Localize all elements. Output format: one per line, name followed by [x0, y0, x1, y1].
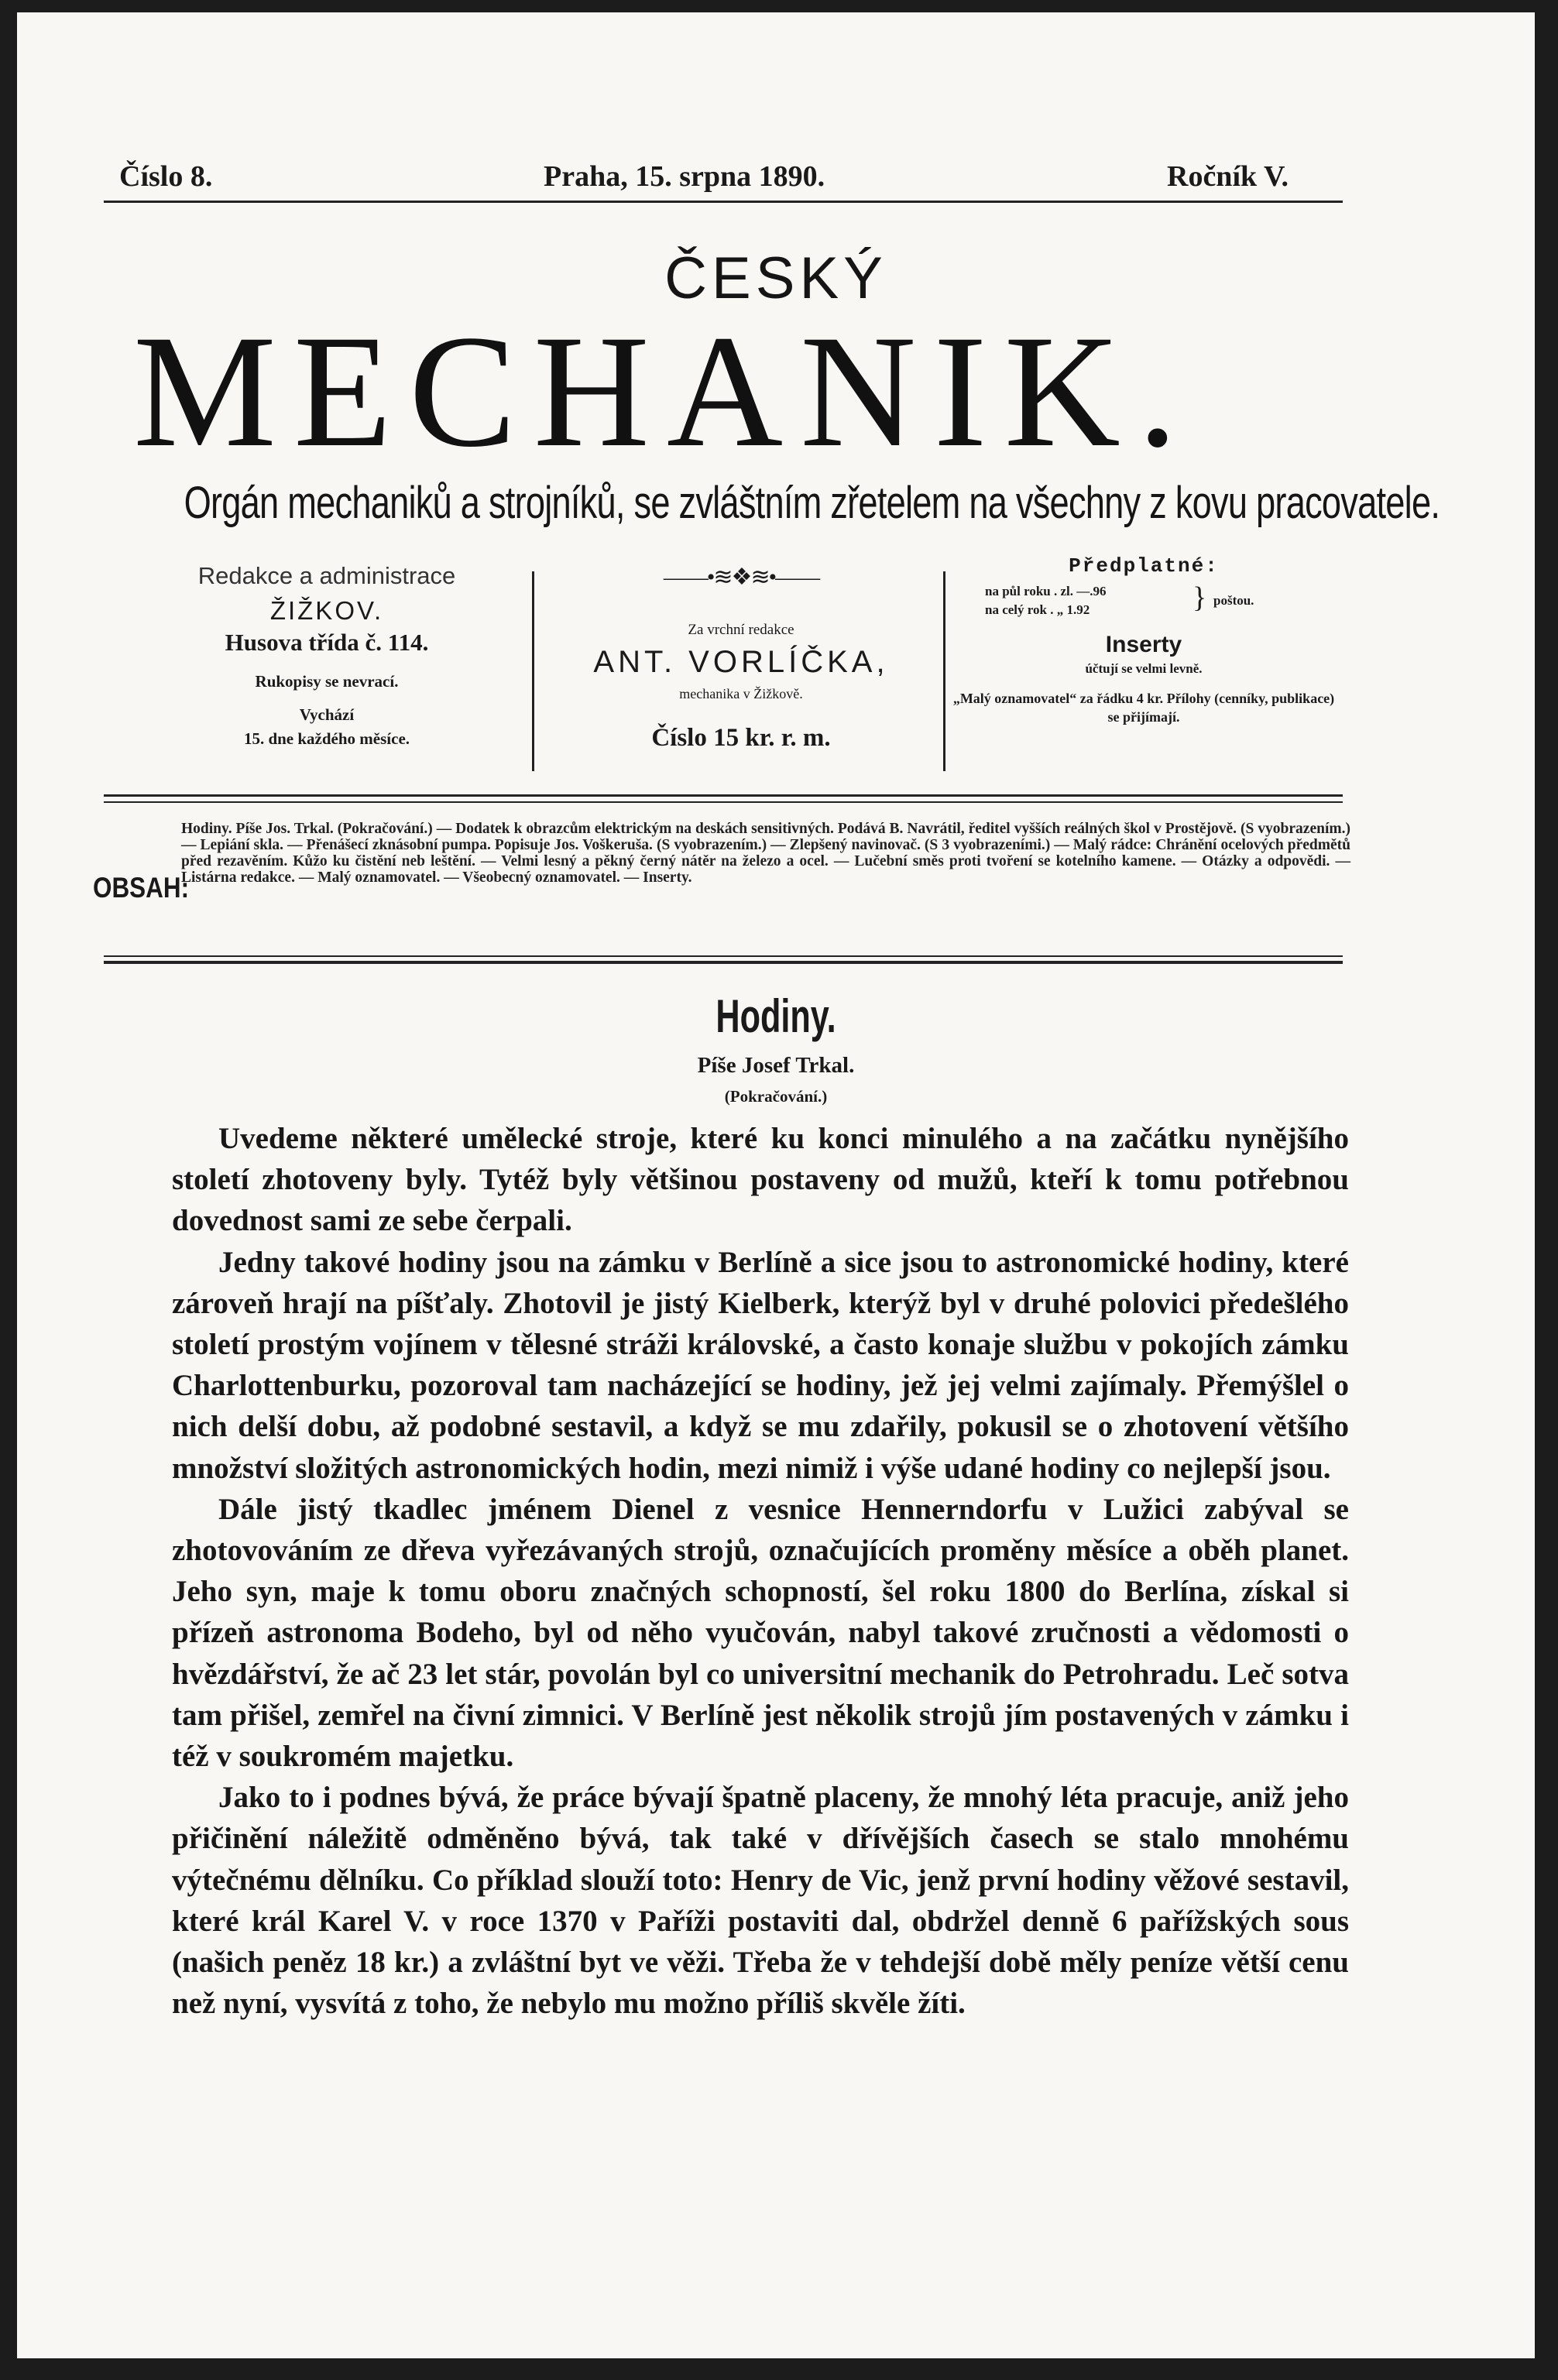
title-big: MECHANIK. [133, 302, 1195, 480]
manuscripts-note: Rukopisy se nevrací. [255, 672, 399, 691]
office-heading: Redakce a administrace [197, 562, 456, 589]
article-title: Hodiny. [716, 990, 836, 1042]
contents-rule-thick [104, 961, 1343, 964]
issue-price: Číslo 15 kr. r. m. [651, 724, 831, 752]
contents-rule [104, 955, 1343, 957]
published-schedule: 15. dne každého měsíce. [243, 729, 410, 748]
volume-number: Ročník V. [1167, 160, 1289, 193]
section-rule [104, 794, 1343, 797]
rate-full-year: na celý rok . „ 1.92 [985, 602, 1090, 617]
subscription-rates [946, 581, 1341, 626]
published-label: Vychází [299, 705, 355, 724]
article-paragraph: Jako to i podnes bývá, že práce bývají špatně placeny, že mnohý léta pracuje, aniž jeho přičinění náležitě odměněno bývá, tak také v dřívějších časech se stalo mnohému výtečnému dělníku. Co příklad slouží toto: Henry de Vic, jenž první hodiny věžové sestavil, které král Karel V. v roce 1370 v Paříži postaviti dal, obdržel denně 6 pařížských sous (našich peněz 18 kr.) a zvláštní byt ve věži. Třeba že v tehdejší době měly peníze větší cenu než nyní, vysvítá z toho, že nebylo mu možno příliš skvěle žíti. [172, 1781, 1349, 2021]
advertiser-note: „Malý oznamovatel“ za řádku 4 kr. Přílohy (cenníky, publikace) se přijímají. [952, 691, 1335, 725]
rate-half-year: na půl roku . zl. —.96 [985, 584, 1107, 598]
article-author: Píše Josef Trkal. [697, 1053, 855, 1078]
subscription-column [946, 554, 1341, 726]
contents-text: Hodiny. Píše Jos. Trkal. (Pokračování.) — Dodatek k obrazcům elektrickým na deskách sensitivných. Podává B. Navrátil, ředitel vyšších reálných škol v Prostějově. (S vyobrazením.) — Lepiání skla. — Přenášecí zknásobní pumpa. Popisuje Jos. Voškeruša. (S vyobrazením.) — Zlepšený navinovač. (S 3 vyobrazeními.) — Malý rádce: Chránění ocelových předmětů před rezavěním. Kůžo ku čistění neb leštění. — Velmi lesný a pěkný černý nátěr na železo a ocel. — Lučební směs proti tvoření se kotelního kamene. — Otázky a odpovědi. — Listárna redakce. — Malý oznamovatel. — Všeobecný oznamovatel. — Inserty. [181, 821, 1350, 886]
editor-column [528, 562, 954, 753]
newspaper-page [17, 12, 1535, 2358]
article-continued: (Pokračování.) [724, 1087, 828, 1106]
article-body [172, 1118, 1349, 2024]
contents-label: OBSAH: [93, 872, 190, 904]
subscription-heading: Předplatné: [1069, 554, 1219, 578]
masthead-rule [104, 201, 1343, 203]
inserts-text: účtují se velmi levně. [1085, 661, 1203, 676]
article-paragraph: Jedny takové hodiny jsou na zámku v Berlíně a sice jsou to astronomické hodiny, které zároveň hrají na píšťaly. Zhotovil je jistý Kielberk, kterýž byl v druhé polovici předešlého století prostým vojínem v tělesné stráži královské, a často konaje službu v pokojích zámku Charlottenburku, pozoroval tam nacházející se hodiny, jež jej velmi zajímaly. Přemýšlel o nich delší dobu, až podobné sestavil, a když se mu zdařily, pokusil se o zhotovení většího množství složitých astronomických hodin, mezi nimiž i výše udané hodiny co nejlepší jsou. [172, 1245, 1349, 1485]
article-paragraph: Uvedeme některé umělecké stroje, které ku konci minulého a na začátku nynějšího století zhotoveny byly. Tytéž byly většinou postaveny od mužů, kteří k tomu potřebnou dovednost sami ze sebe čerpali. [172, 1122, 1349, 1238]
article-paragraph: Dále jistý tkadlec jménem Dienel z vesnice Hennerndorfu v Lužici zabýval se zhotovováním ze dřeva vyřezávaných strojů, označujících proměny měsíce a oběh planet. Jeho syn, maje k tomu oboru značných schopností, šel roku 1800 do Berlína, získal si přízeň astronoma Bodeho, byl od něho vyučován, nabyl takové zručnosti a vědomosti o hvězdářství, že ač 23 let stár, povolán byl co universitní mechanik do Petrohradu. Leč sotva tam přišel, zemřel na čivní zimnici. V Berlíně jest několik strojů jím postavených v zámku i též v soukromém majetku. [172, 1492, 1349, 1774]
rate-postage: poštou. [1213, 593, 1254, 608]
issue-number: Číslo 8. [119, 160, 213, 193]
editorial-office-column [118, 562, 536, 749]
ornament: ——•≋❖≋•—— [663, 564, 819, 590]
editor-name: ANT. VORLÍČKA, [593, 645, 889, 679]
column-divider [943, 571, 945, 771]
issue-date: Praha, 15. srpna 1890. [544, 160, 825, 193]
subtitle: Orgán mechaniků a strojníků, se zvláštním zřetelem na všechny z kovu pracovatele. [184, 478, 1440, 528]
rate-brace: } [1193, 581, 1207, 614]
editor-label: Za vrchní redakce [688, 622, 794, 638]
office-town: ŽIŽKOV. [269, 596, 384, 625]
office-address: Husova třída č. 114. [225, 629, 429, 656]
inserts-heading: Inserty [1105, 632, 1182, 657]
editor-role: mechanika v Žižkově. [679, 686, 803, 701]
title-small: ČESKÝ [664, 245, 887, 311]
section-rule-thin [104, 801, 1343, 803]
